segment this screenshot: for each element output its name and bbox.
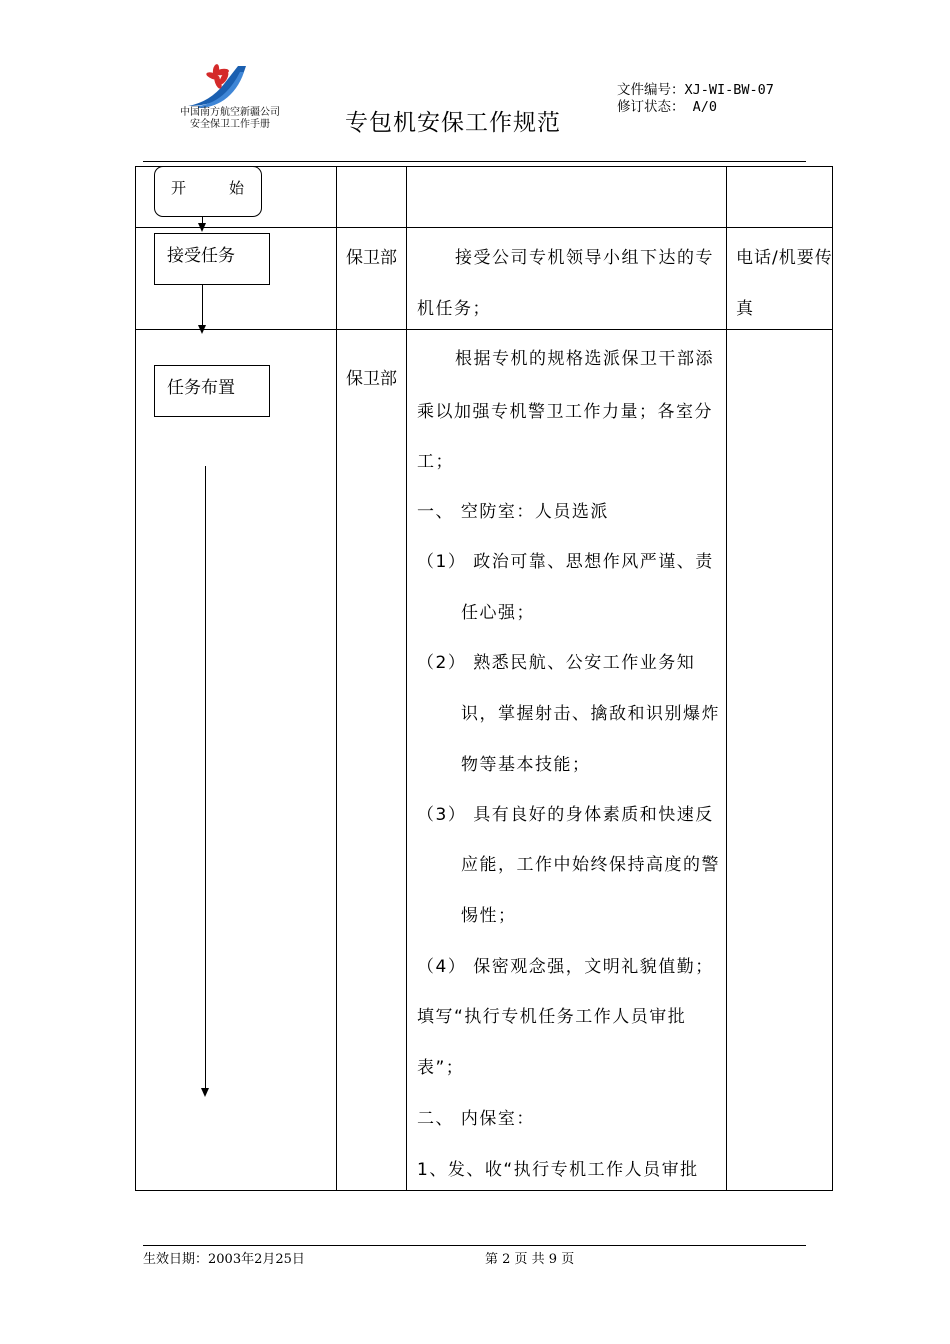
company-name-line2: 安全保卫工作手册 (190, 119, 270, 130)
description-line: 识，掌握射击、擒敌和识别爆炸 (461, 704, 720, 724)
description-line: 二、 内保室： (417, 1109, 535, 1129)
company-name (160, 107, 300, 131)
table-border-bottom (135, 1190, 833, 1191)
description-line: 惕性； (461, 906, 517, 926)
table-row-divider (135, 329, 833, 330)
table-divider (726, 166, 727, 1191)
table-border-left (135, 166, 136, 1191)
flow-start-node (154, 166, 262, 217)
flow-step-label: 接受任务 (167, 246, 235, 266)
arrow-down-icon (198, 325, 206, 334)
arrow-down-icon (201, 1088, 209, 1097)
description-line: 物等基本技能； (461, 755, 591, 775)
flow-start-label: 开 (171, 179, 187, 197)
table-divider (336, 166, 337, 1191)
flow-step-label: 任务布置 (167, 378, 235, 398)
document-title: 专包机安保工作规范 (345, 110, 561, 136)
description-line: 表”； (417, 1058, 465, 1078)
remark-line: 真 (736, 299, 754, 319)
footer-rule (143, 1245, 806, 1246)
remark-line: 电话/机要传 (736, 248, 833, 268)
revision-status: 修订状态： A/0 (617, 99, 718, 115)
effective-date: 生效日期：2003年2月25日 (143, 1252, 305, 1267)
flow-arrow (202, 285, 203, 327)
description-line: 接受公司专机领导小组下达的专 (455, 248, 714, 268)
description-line: 工； (417, 452, 454, 472)
table-border-right (832, 166, 833, 1191)
flow-arrow (205, 466, 206, 1090)
description-line: 1、发、收“执行专机工作人员审批 (417, 1160, 699, 1180)
department-cell: 保卫部 (346, 369, 397, 389)
description-line: （4） 保密观念强，文明礼貌值勤； (417, 957, 714, 977)
description-line: （2） 熟悉民航、公安工作业务知 (417, 653, 696, 673)
description-line: 乘以加强专机警卫工作力量；各室分 (417, 402, 713, 422)
table-row-divider (135, 227, 833, 228)
page-number: 第 2 页 共 9 页 (485, 1252, 575, 1267)
flow-step-accept-task (154, 233, 270, 285)
description-line: 填写“执行专机任务工作人员审批 (417, 1007, 687, 1027)
table-divider (406, 166, 407, 1191)
document-number: 文件编号：XJ-WI-BW-07 (617, 82, 774, 98)
description-line: 机任务； (417, 299, 491, 319)
description-line: 一、 空防室：人员选派 (417, 502, 609, 522)
description-line: （1） 政治可靠、思想作风严谨、责 (417, 552, 714, 572)
department-cell: 保卫部 (346, 248, 397, 268)
arrow-down-icon (198, 223, 206, 232)
flow-start-label: 始 (229, 179, 245, 197)
description-line: 应能，工作中始终保持高度的警 (461, 855, 720, 875)
header-rule (143, 161, 806, 162)
company-logo-icon (180, 62, 250, 110)
description-line: 任心强； (461, 603, 535, 623)
description-line: 根据专机的规格选派保卫干部添 (455, 349, 714, 369)
company-name-line1: 中国南方航空新疆公司 (180, 107, 280, 118)
description-line: （3） 具有良好的身体素质和快速反 (417, 805, 714, 825)
flow-step-assign-task (154, 365, 270, 417)
